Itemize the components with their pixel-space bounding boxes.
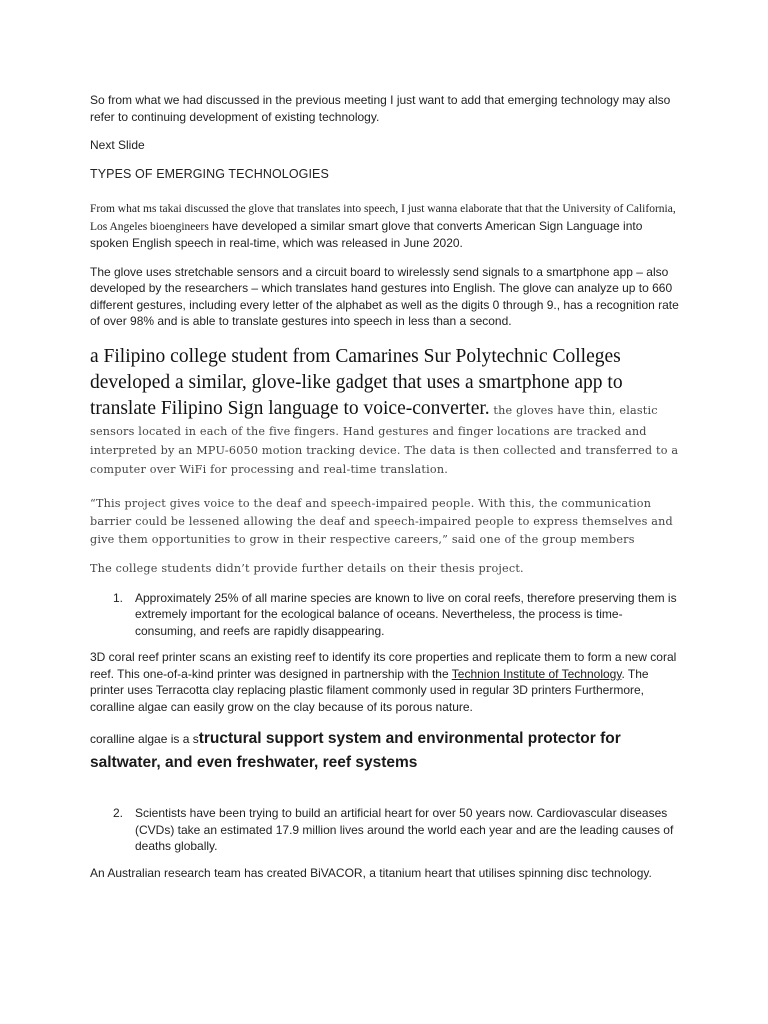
algae-bold-text: tructural support system and environmental protector for saltwater, and even freshwater, reef systems bbox=[90, 730, 621, 772]
document-page bbox=[90, 92, 680, 881]
list-item-text: Approximately 25% of all marine species are known to live on coral reefs, therefore preserving them is extremely important for the ecological balance of oceans. Nevertheless, the process is time-consuming, and reefs are rapidly disappearing. bbox=[135, 590, 677, 638]
list-item bbox=[90, 805, 680, 855]
algae-small-text: coralline algae is a s bbox=[90, 732, 199, 747]
ucla-paragraph bbox=[90, 200, 680, 252]
list-number: 1. bbox=[113, 590, 124, 605]
glove-paragraph: The glove uses stretchable sensors and a circuit board to wirelessly send signals to a smartphone app – also developed by the researchers – which translates hand gestures into English. The glove can analyze up to 660 different gestures, including every letter of the alphabet as well as the digits 0 through 9., has a recognition rate of over 98% and is able to translate gestures into speech in less than a second. bbox=[90, 264, 679, 328]
college-note: The college students didn’t provide further details on their thesis project. bbox=[90, 561, 524, 575]
reef-text-part1: 3D coral reef printer scans an existing reef to identify its core properties and replicate them to form a new coral reef. This one-of-a-kind printer was designed in partnership with the bbox=[90, 650, 677, 681]
filipino-lead-text: a Filipino college student from Camarines Sur Polytechnic Colleges developed a similar, glove-like gadget that uses a smartphone app to translate Filipino Sign language to voice-converter. bbox=[90, 345, 623, 419]
filipino-detail-text: the gloves have thin, elastic sensors located in each of the five fingers. Hand gestures and finger locations are tracked and interpreted by an MPU-6050 motion tracking device. The data is then collected and transferred to a computer over WiFi for processing and real-time translation. bbox=[90, 403, 679, 476]
ucla-text-part3: speech in real-time, which was released in June 2020. bbox=[171, 236, 463, 250]
ucla-text-part1: From what ms takai discussed the glove that translates into speech, I just wanna elaborate that that the University of California, Los Angeles bioengineers bbox=[90, 203, 676, 233]
next-slide-note: Next Slide bbox=[90, 138, 145, 152]
list-item-text: Scientists have been trying to build an artificial heart for over 50 years now. Cardiovascular diseases (CVDs) take an estimated 17.9 million lives around the world each year and are the leading causes of deaths globally. bbox=[135, 806, 674, 854]
intro-paragraph: So from what we had discussed in the previous meeting I just want to add that emerging technology may also refer to continuing development of existing technology. bbox=[90, 93, 671, 124]
section-heading: TYPES OF EMERGING TECHNOLOGIES bbox=[90, 166, 329, 181]
ucla-text-part2: have developed a similar smart glove that converts American Sign Language into spoken English bbox=[90, 218, 643, 250]
bivacor-paragraph: An Australian research team has created BiVACOR, a titanium heart that utilises spinning disc technology. bbox=[90, 865, 652, 880]
list-number: 2. bbox=[113, 806, 124, 821]
list-item bbox=[90, 590, 680, 640]
technion-link[interactable]: Technion Institute of Technology bbox=[451, 666, 622, 681]
coralline-algae-paragraph bbox=[90, 727, 680, 775]
coral-reef-paragraph bbox=[90, 649, 680, 715]
filipino-paragraph bbox=[90, 344, 680, 479]
quote-paragraph: “This project gives voice to the deaf and speech-impaired people. With this, the communication barrier could be lessened allowing the deaf and speech-impaired people to express themselves and give them opportunities to grow in their respective careers,” said one of the group members bbox=[90, 496, 673, 546]
reef-text-part2: . The printer uses Terracotta clay replacing plastic filament commonly used in regular 3D printers Furthermore, coralline algae can easily grow on the clay because of its porous nature. bbox=[90, 666, 649, 714]
